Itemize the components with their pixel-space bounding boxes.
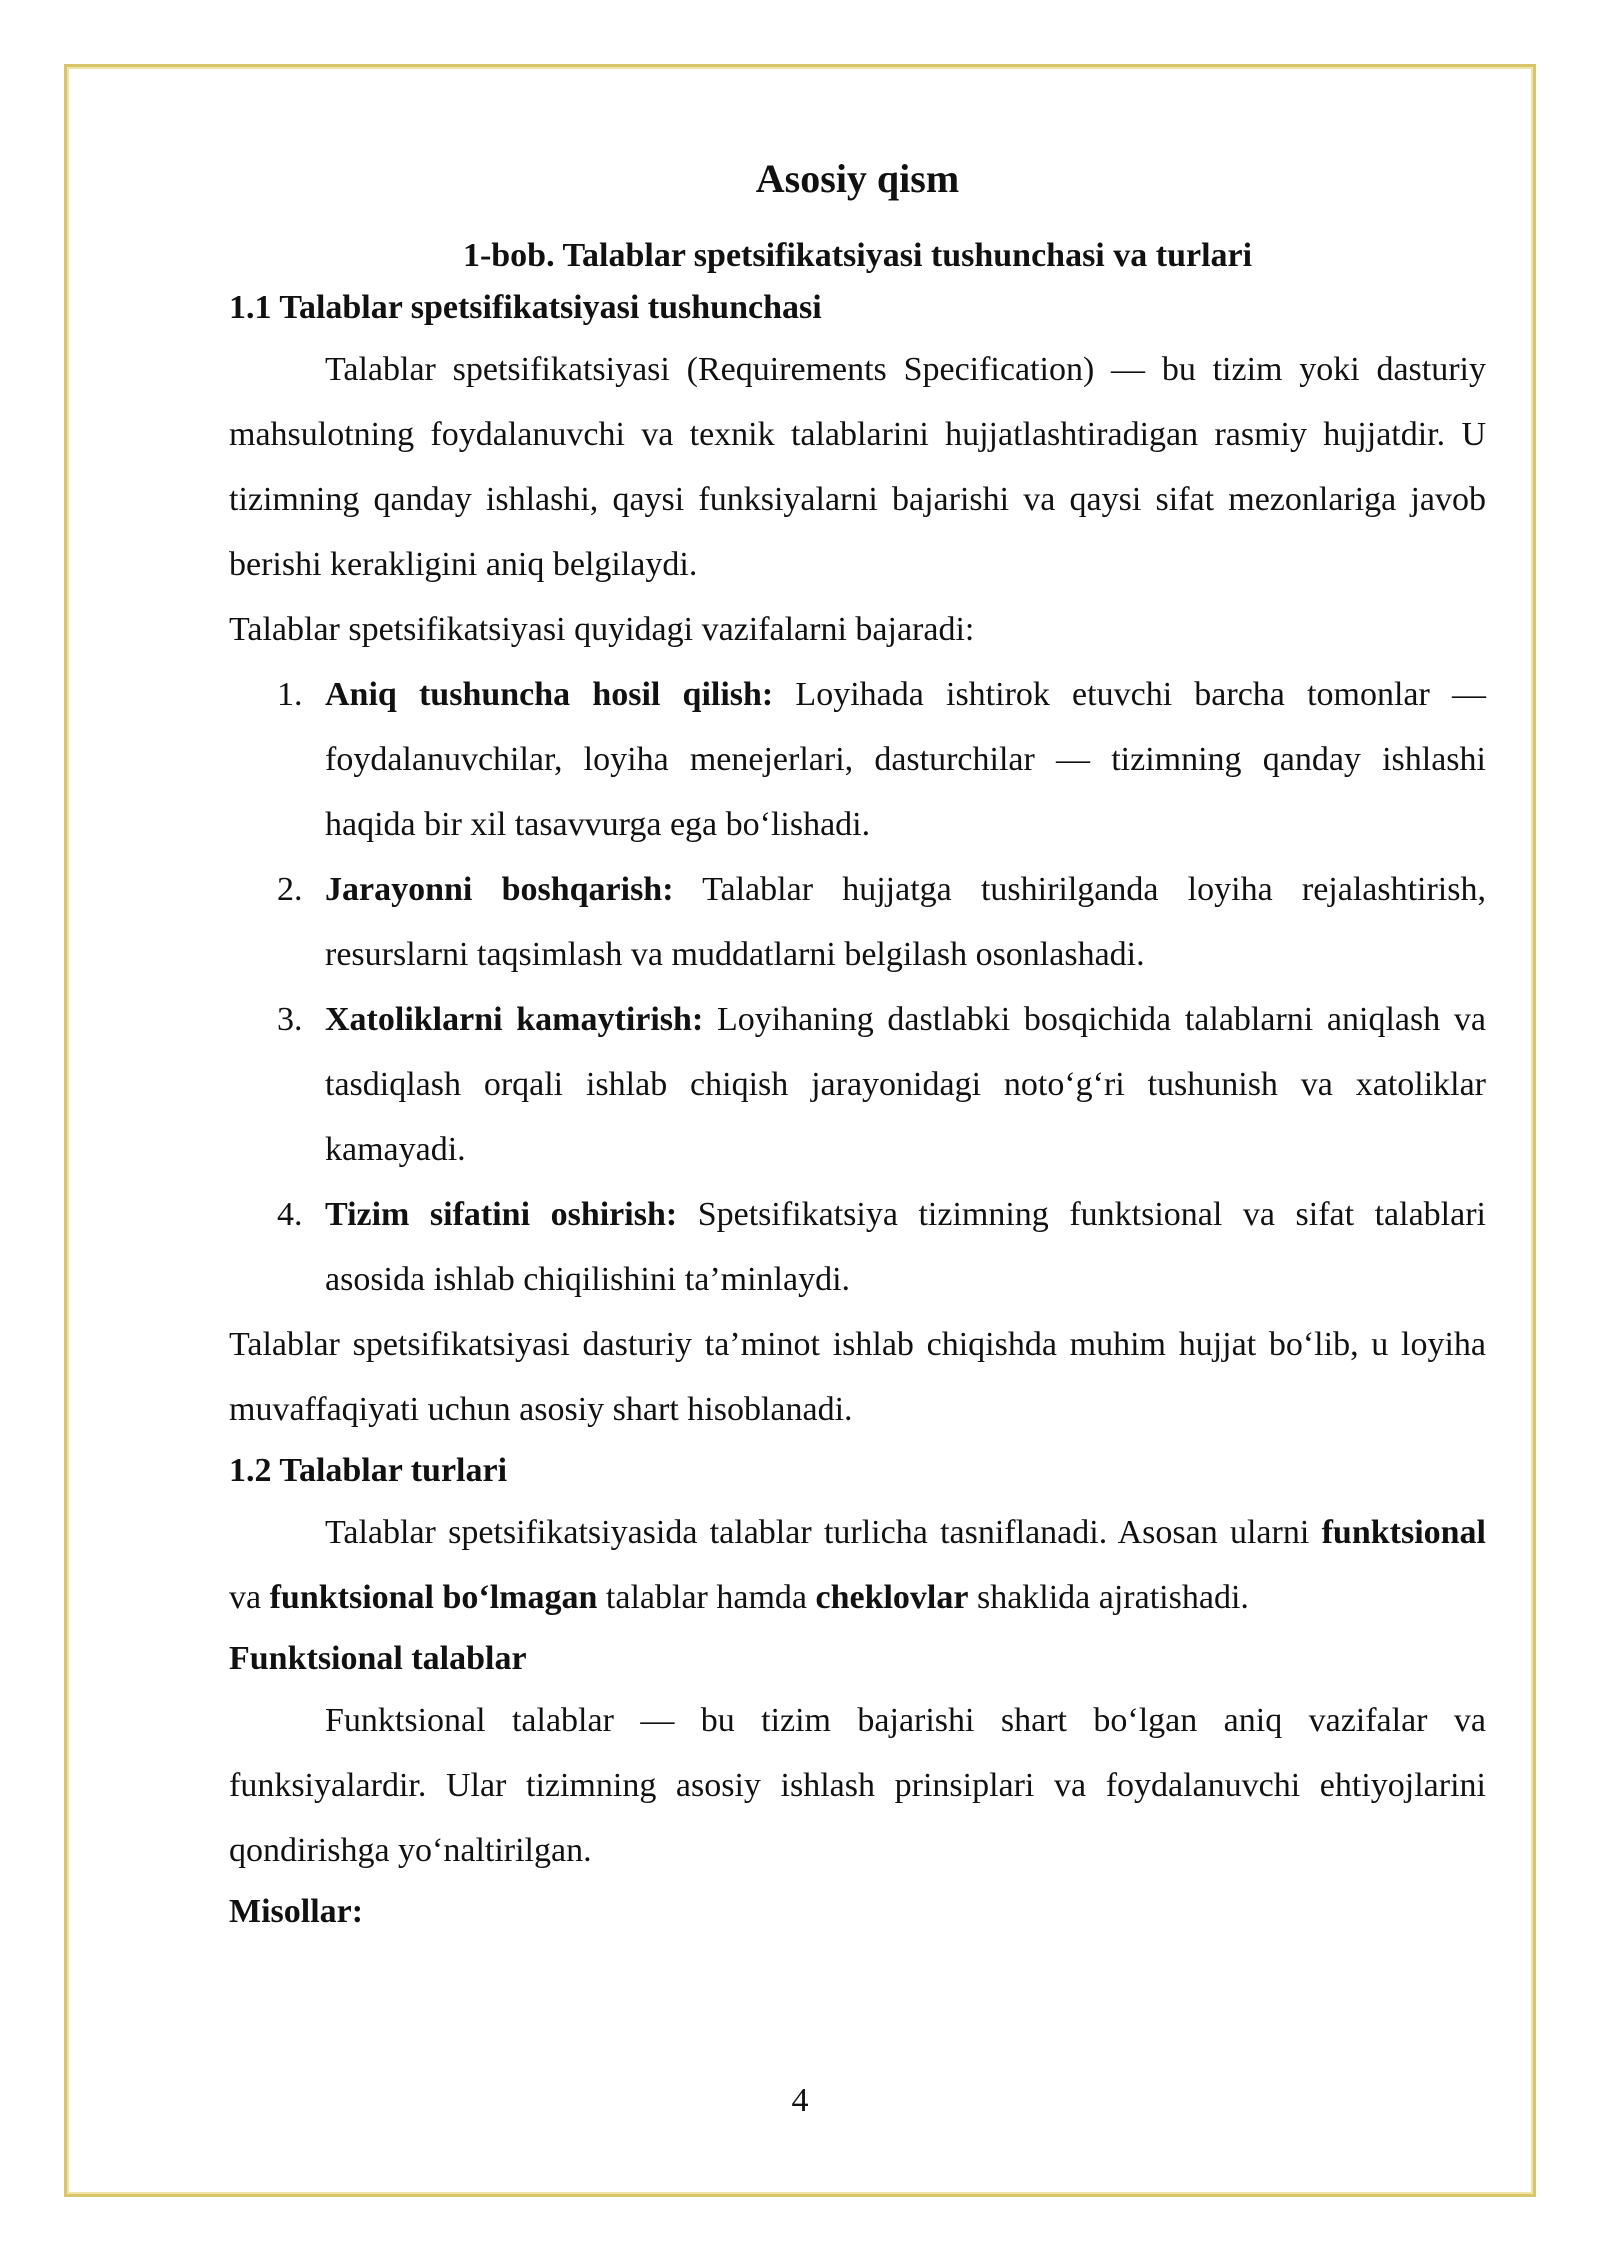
text-run: Talablar spetsifikatsiyasida talablar turlicha tasniflanadi. Asosan ularni [325,1514,1322,1551]
page-title: Asosiy qism [755,156,960,201]
section-heading-functional: Funktsional talablar [229,1640,527,1677]
list-item-text: Spetsifikatsiya tizimning funktsional va sifat talablari asosida ishlab chiqilishini ta’minlaydi. [325,1196,1486,1298]
list-item [229,662,1486,857]
text-run: talablar hamda [597,1579,816,1616]
term-functional: funktsional [1321,1514,1486,1551]
paragraph-importance: Talablar spetsifikatsiyasi dasturiy ta’minot ishlab chiqishda muhim hujjat bo‘lib, u loyiha muvaffaqiyati uchun asosiy shart hisoblanadi. [229,1326,1486,1428]
list-item-number: 2. [277,871,303,908]
list-item-text: Loyihada ishtirok etuvchi barcha tomonlar — foydalanuvchilar, loyiha menejerlari, dasturchilar — tizimning qanday ishlashi haqida bir xil tasavvurga ega bo‘lishadi. [325,676,1486,843]
section-heading-1-1: 1.1 Talablar spetsifikatsiyasi tushunchasi [229,289,822,326]
list-item [229,987,1486,1182]
list-item-number: 3. [277,1001,303,1038]
list-item-term: Xatoliklarni kamaytirish: [325,1001,704,1038]
paragraph-tasks-intro: Talablar spetsifikatsiyasi quyidagi vazifalarni bajaradi: [229,611,975,648]
page-number: 4 [791,2082,809,2119]
text-run: va [229,1579,270,1616]
examples-heading: Misollar: [229,1893,364,1930]
section-heading-1-2: 1.2 Talablar turlari [229,1452,508,1489]
list-item-number: 4. [277,1196,303,1233]
text-run: shaklida ajratishadi. [968,1579,1249,1616]
document-body [229,145,1486,1941]
list-item-term: Tizim sifatini oshirish: [325,1196,678,1233]
term-non-functional: funktsional bo‘lmagan [269,1579,598,1616]
list-item-term: Jarayonni boshqarish: [325,871,674,908]
list-item [229,857,1486,987]
chapter-heading: 1-bob. Talablar spetsifikatsiyasi tushunchasi va turlari [462,237,1253,274]
paragraph-functional-definition: Funktsional talablar — bu tizim bajarishi shart bo‘lgan aniq vazifalar va funksiyalardir. Ular tizimning asosiy ishlash prinsiplari va foydalanuvchi ehtiyojlarini qondirishga yo‘naltirilgan. [229,1702,1486,1869]
list-item-number: 1. [277,676,303,713]
paragraph-classification [229,1500,1486,1630]
term-constraints: cheklovlar [815,1579,969,1616]
paragraph-definition: Talablar spetsifikatsiyasi (Requirements Specification) — bu tizim yoki dasturiy mahsulotning foydalanuvchi va texnik talablarini hujjatlashtiradigan rasmiy hujjatdir. U tizimning qanday ishlashi, qaysi funksiyalarni bajarishi va qaysi sifat mezonlariga javob berishi kerakligini aniq belgilaydi. [229,351,1486,583]
tasks-list [229,662,1486,1312]
list-item [229,1182,1486,1312]
list-item-text: Talablar hujjatga tushirilganda loyiha rejalashtirish, resurslarni taqsimlash va muddatlarni belgilash osonlashadi. [325,871,1486,973]
list-item-text: Loyihaning dastlabki bosqichida talablarni aniqlash va tasdiqlash orqali ishlab chiqish jarayonidagi noto‘g‘ri tushunish va xatoliklar kamayadi. [325,1001,1486,1168]
list-item-term: Aniq tushuncha hosil qilish: [325,676,774,713]
